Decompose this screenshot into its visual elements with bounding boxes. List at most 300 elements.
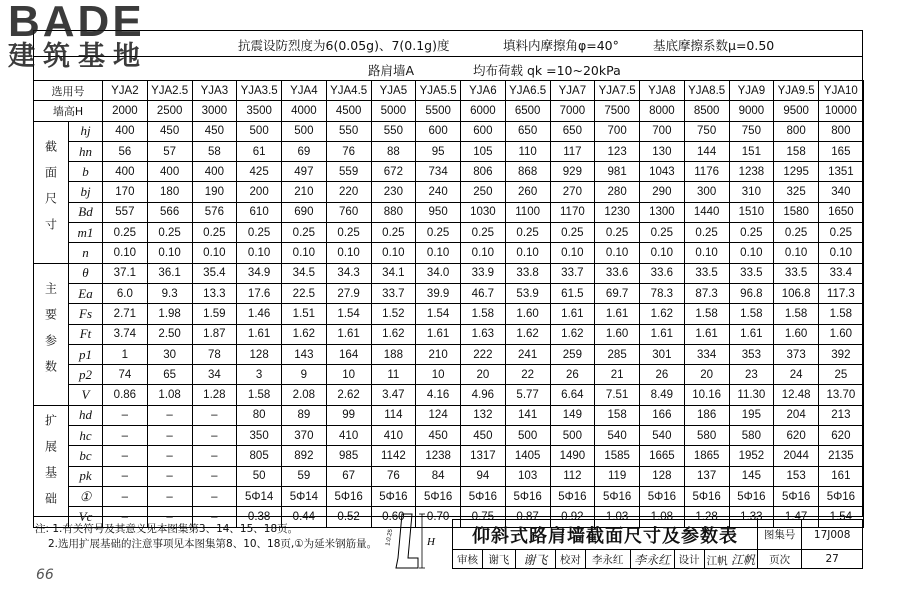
param-symbol: Bd (69, 202, 103, 222)
value-cell: 0.10 (640, 243, 685, 263)
param-symbol: hj (69, 121, 103, 141)
value-cell: 370 (282, 426, 327, 446)
model-cell: YJA6 (461, 81, 506, 101)
value-cell: 200 (237, 182, 282, 202)
value-cell: 580 (729, 426, 774, 446)
height-cell: 2000 (103, 101, 148, 121)
value-cell: 158 (595, 405, 640, 425)
value-cell: 1.87 (192, 324, 237, 344)
value-cell: 259 (550, 344, 595, 364)
watermark-latin: BADE (8, 0, 145, 46)
value-cell: 153 (774, 466, 819, 486)
value-cell: 188 (371, 344, 416, 364)
value-cell: 78 (192, 344, 237, 364)
value-cell: 5Φ16 (416, 486, 461, 506)
height-cell: 2500 (147, 101, 192, 121)
value-cell: 1238 (729, 162, 774, 182)
value-cell: 1.54 (819, 507, 864, 527)
value-cell: 400 (147, 162, 192, 182)
value-cell: 0.10 (192, 243, 237, 263)
table-row (34, 324, 864, 344)
value-cell: 620 (774, 426, 819, 446)
value-cell: 1.62 (371, 324, 416, 344)
param-symbol: hn (69, 141, 103, 161)
value-cell: 0.25 (326, 223, 371, 243)
param-symbol: V (69, 385, 103, 405)
height-cell: 7500 (595, 101, 640, 121)
value-cell: 1.60 (774, 324, 819, 344)
param-symbol: ① (69, 486, 103, 506)
value-cell: 1.03 (595, 507, 640, 527)
value-cell: 20 (684, 365, 729, 385)
value-cell: 34.5 (282, 263, 327, 283)
value-cell: 33.7 (371, 283, 416, 303)
param-symbol: Ft (69, 324, 103, 344)
value-cell: 166 (640, 405, 685, 425)
value-cell: 94 (461, 466, 506, 486)
value-cell: 500 (505, 426, 550, 446)
table-row (34, 121, 864, 141)
value-cell: 1.62 (282, 324, 327, 344)
value-cell: 1.28 (192, 385, 237, 405)
value-cell: 5Φ16 (326, 486, 371, 506)
value-cell: 240 (416, 182, 461, 202)
note-2: 2.选用扩展基础的注意事项见本图集第8、10、18页,①为延米钢筋量。 (48, 538, 378, 550)
value-cell: 0.25 (237, 223, 282, 243)
param-symbol: p1 (69, 344, 103, 364)
value-cell: 672 (371, 162, 416, 182)
value-cell: 34.0 (416, 263, 461, 283)
value-cell: 340 (819, 182, 864, 202)
value-cell: 33.9 (461, 263, 506, 283)
table-row (34, 182, 864, 202)
table-row (34, 283, 864, 303)
value-cell: 69 (282, 141, 327, 161)
value-cell: 2135 (819, 446, 864, 466)
value-cell: 161 (819, 466, 864, 486)
value-cell: 13.70 (819, 385, 864, 405)
value-cell: 80 (237, 405, 282, 425)
value-cell: 1.61 (550, 304, 595, 324)
value-cell: 550 (371, 121, 416, 141)
value-cell: 892 (282, 446, 327, 466)
value-cell: 0.10 (326, 243, 371, 263)
value-cell: 1.58 (684, 304, 729, 324)
value-cell: – (192, 405, 237, 425)
value-cell: 87.3 (684, 283, 729, 303)
value-cell: 34.9 (237, 263, 282, 283)
table-row (34, 344, 864, 364)
value-cell: 450 (416, 426, 461, 446)
value-cell: 800 (774, 121, 819, 141)
value-cell: 600 (416, 121, 461, 141)
value-cell: 0.10 (147, 243, 192, 263)
value-cell: 112 (550, 466, 595, 486)
value-cell: 56 (103, 141, 148, 161)
model-cell: YJA9 (729, 81, 774, 101)
value-cell: 1440 (684, 202, 729, 222)
value-cell: 1.54 (416, 304, 461, 324)
model-cell: YJA10 (819, 81, 864, 101)
value-cell: 5Φ16 (550, 486, 595, 506)
value-cell: 33.5 (684, 263, 729, 283)
value-cell: 69.7 (595, 283, 640, 303)
value-cell: 805 (237, 446, 282, 466)
value-cell: 1030 (461, 202, 506, 222)
value-cell: 5Φ16 (684, 486, 729, 506)
value-cell: 106.8 (774, 283, 819, 303)
param-symbol: hc (69, 426, 103, 446)
value-cell: 36.1 (147, 263, 192, 283)
param-symbol: pk (69, 466, 103, 486)
value-cell: – (147, 466, 192, 486)
value-cell: 37.1 (103, 263, 148, 283)
value-cell: 350 (237, 426, 282, 446)
value-cell: 151 (729, 141, 774, 161)
value-cell: 119 (595, 466, 640, 486)
table-row (34, 365, 864, 385)
value-cell: 0.10 (282, 243, 327, 263)
value-cell: 65 (147, 365, 192, 385)
value-cell: 1.28 (684, 507, 729, 527)
page-number: 27 (802, 550, 863, 569)
title-block (452, 519, 863, 569)
sketch-slope-label: 1:0.25 (385, 528, 395, 547)
value-cell: 21 (595, 365, 640, 385)
value-cell: 0.10 (550, 243, 595, 263)
value-cell: 141 (505, 405, 550, 425)
checker-name: 李永红 (585, 550, 630, 569)
value-cell: 6.64 (550, 385, 595, 405)
value-cell: 1.61 (237, 324, 282, 344)
value-cell: 1.61 (640, 324, 685, 344)
value-cell: – (192, 486, 237, 506)
value-cell: 559 (326, 162, 371, 182)
value-cell: 750 (729, 121, 774, 141)
value-cell: 0.25 (371, 223, 416, 243)
page-label: 页次 (757, 550, 801, 569)
model-cell: YJA4 (282, 81, 327, 101)
value-cell: 0.25 (640, 223, 685, 243)
value-cell: 0.44 (282, 507, 327, 527)
value-cell: 700 (640, 121, 685, 141)
value-cell: 557 (103, 202, 148, 222)
note-1: 注: 1.有关符号及其意义见本图集第3、14、15、18页。 (35, 523, 299, 535)
value-cell: 213 (819, 405, 864, 425)
designer-signature: 江帆 (730, 552, 755, 567)
value-cell: 57 (147, 141, 192, 161)
value-cell: 4.16 (416, 385, 461, 405)
value-cell: 241 (505, 344, 550, 364)
seismic-condition: 抗震设防烈度为6(0.05g)、7(0.1g)度 (238, 38, 450, 53)
value-cell: 10 (326, 365, 371, 385)
height-cell: 8000 (640, 101, 685, 121)
height-cell: 4000 (282, 101, 327, 121)
value-cell: – (147, 446, 192, 466)
value-cell: 33.5 (774, 263, 819, 283)
value-cell: – (103, 446, 148, 466)
value-cell: 26 (640, 365, 685, 385)
value-cell: 35.4 (192, 263, 237, 283)
value-cell: 210 (416, 344, 461, 364)
value-cell: 2.08 (282, 385, 327, 405)
value-cell: 26 (550, 365, 595, 385)
value-cell: 76 (326, 141, 371, 161)
load-condition: 均布荷载 qk =10~20kPa (473, 63, 621, 78)
param-symbol: hd (69, 405, 103, 425)
value-cell: 392 (819, 344, 864, 364)
value-cell: 580 (684, 426, 729, 446)
value-cell: 2044 (774, 446, 819, 466)
param-symbol: Fs (69, 304, 103, 324)
value-cell: 164 (326, 344, 371, 364)
value-cell: 0.25 (282, 223, 327, 243)
value-cell: 0.10 (103, 243, 148, 263)
value-cell: 280 (595, 182, 640, 202)
value-cell: 137 (684, 466, 729, 486)
value-cell: 734 (416, 162, 461, 182)
value-cell: 650 (505, 121, 550, 141)
value-cell: 27.9 (326, 283, 371, 303)
table-row (34, 466, 864, 486)
value-cell: 760 (326, 202, 371, 222)
value-cell: 114 (371, 405, 416, 425)
value-cell: 610 (237, 202, 282, 222)
notes (35, 522, 377, 552)
value-cell: 0.10 (729, 243, 774, 263)
value-cell: 1.47 (774, 507, 819, 527)
value-cell: – (147, 405, 192, 425)
value-cell: 1490 (550, 446, 595, 466)
value-cell: 450 (461, 426, 506, 446)
value-cell: 1585 (595, 446, 640, 466)
value-cell: 497 (282, 162, 327, 182)
value-cell: 0.60 (371, 507, 416, 527)
value-cell: 210 (282, 182, 327, 202)
value-cell: 1 (103, 344, 148, 364)
value-cell: 981 (595, 162, 640, 182)
height-cell: 4500 (326, 101, 371, 121)
base-friction-condition: 基底摩擦系数μ=0.50 (653, 38, 775, 53)
value-cell: 1300 (640, 202, 685, 222)
value-cell: 3 (237, 365, 282, 385)
value-cell: – (103, 426, 148, 446)
value-cell: – (103, 405, 148, 425)
atlas-label: 图集号 (757, 520, 801, 550)
value-cell: 34 (192, 365, 237, 385)
value-cell: 1.98 (147, 304, 192, 324)
group-label: 主要参数 (34, 263, 69, 405)
value-cell: 12.48 (774, 385, 819, 405)
checker-signature: 李永红 (630, 550, 674, 569)
model-cell: YJA3 (192, 81, 237, 101)
value-cell: 103 (505, 466, 550, 486)
group-label: 截面尺寸 (34, 121, 69, 263)
value-cell: 540 (595, 426, 640, 446)
value-cell: 230 (371, 182, 416, 202)
value-cell: 5Φ16 (729, 486, 774, 506)
value-cell: 1230 (595, 202, 640, 222)
value-cell: 33.5 (729, 263, 774, 283)
fill-friction-condition: 填料内摩擦角φ=40° (503, 38, 619, 53)
value-cell: 33.4 (819, 263, 864, 283)
value-cell: 105 (461, 141, 506, 161)
value-cell: 5Φ14 (282, 486, 327, 506)
value-cell: 33.6 (640, 263, 685, 283)
value-cell: 0.25 (147, 223, 192, 243)
model-cell: YJA9.5 (774, 81, 819, 101)
value-cell: 1.58 (729, 304, 774, 324)
value-cell: 58 (192, 141, 237, 161)
table-row (34, 304, 864, 324)
value-cell: 7.51 (595, 385, 640, 405)
value-cell: 53.9 (505, 283, 550, 303)
value-cell: 0.10 (774, 243, 819, 263)
value-cell: 8.49 (640, 385, 685, 405)
value-cell: 650 (550, 121, 595, 141)
value-cell: 1.62 (550, 324, 595, 344)
height-cell: 8500 (684, 101, 729, 121)
value-cell: 10 (416, 365, 461, 385)
value-cell: 0.10 (505, 243, 550, 263)
value-cell: 1.51 (282, 304, 327, 324)
value-cell: 1580 (774, 202, 819, 222)
value-cell: 1.08 (147, 385, 192, 405)
value-cell: 0.25 (550, 223, 595, 243)
height-cell: 7000 (550, 101, 595, 121)
value-cell: 88 (371, 141, 416, 161)
value-cell: 117.3 (819, 283, 864, 303)
value-cell: 950 (416, 202, 461, 222)
value-cell: 117 (550, 141, 595, 161)
value-cell: 1142 (371, 446, 416, 466)
model-cell: YJA7.5 (595, 81, 640, 101)
value-cell: 132 (461, 405, 506, 425)
wall-section-sketch (378, 512, 450, 572)
value-cell: 1865 (684, 446, 729, 466)
value-cell: 2.50 (147, 324, 192, 344)
value-cell: 4.96 (461, 385, 506, 405)
value-cell: 0.25 (684, 223, 729, 243)
value-cell: 5Φ16 (505, 486, 550, 506)
value-cell: 30 (147, 344, 192, 364)
value-cell: 3.47 (371, 385, 416, 405)
parameter-table (33, 80, 864, 528)
value-cell: 1650 (819, 202, 864, 222)
value-cell: 0.10 (416, 243, 461, 263)
value-cell: 500 (237, 121, 282, 141)
table-row (34, 486, 864, 506)
value-cell: 1.61 (595, 304, 640, 324)
value-cell: 1.61 (416, 324, 461, 344)
value-cell: 144 (684, 141, 729, 161)
value-cell: 0.10 (237, 243, 282, 263)
drawing-title: 仰斜式路肩墙截面尺寸及参数表 (453, 520, 758, 550)
value-cell: 5Φ16 (371, 486, 416, 506)
value-cell: 149 (550, 405, 595, 425)
value-cell: 9 (282, 365, 327, 385)
value-cell: 23 (729, 365, 774, 385)
value-cell: 220 (326, 182, 371, 202)
param-symbol: Ea (69, 283, 103, 303)
value-cell: 33.6 (595, 263, 640, 283)
value-cell: 143 (282, 344, 327, 364)
value-cell: 158 (774, 141, 819, 161)
value-cell: 880 (371, 202, 416, 222)
value-cell: 0.10 (819, 243, 864, 263)
value-cell: 285 (595, 344, 640, 364)
value-cell: 5.77 (505, 385, 550, 405)
value-cell: 0.87 (505, 507, 550, 527)
value-cell: 11.30 (729, 385, 774, 405)
param-symbol: p2 (69, 365, 103, 385)
value-cell: 800 (819, 121, 864, 141)
value-cell: 325 (774, 182, 819, 202)
model-cell: YJA3.5 (237, 81, 282, 101)
value-cell: 400 (103, 121, 148, 141)
value-cell: 1.60 (819, 324, 864, 344)
value-cell: 1295 (774, 162, 819, 182)
value-cell: 1176 (684, 162, 729, 182)
value-cell: 59 (282, 466, 327, 486)
value-cell: – (147, 507, 192, 527)
table-row (34, 81, 864, 101)
value-cell: 1.61 (729, 324, 774, 344)
value-cell: 270 (550, 182, 595, 202)
value-cell: 1170 (550, 202, 595, 222)
table-row (34, 426, 864, 446)
atlas-number: 17J008 (802, 520, 863, 550)
value-cell: 195 (729, 405, 774, 425)
height-cell: 10000 (819, 101, 864, 121)
reviewer-name: 谢飞 (482, 550, 515, 569)
param-symbol: bj (69, 182, 103, 202)
height-cell: 6000 (461, 101, 506, 121)
model-cell: YJA5.5 (416, 81, 461, 101)
value-cell: 9.3 (147, 283, 192, 303)
value-cell: 96.8 (729, 283, 774, 303)
value-cell: 17.6 (237, 283, 282, 303)
value-cell: – (192, 426, 237, 446)
height-cell: 9500 (774, 101, 819, 121)
table-row (34, 202, 864, 222)
value-cell: 0.10 (461, 243, 506, 263)
value-cell: 1.58 (237, 385, 282, 405)
value-cell: 0.75 (461, 507, 506, 527)
height-cell: 9000 (729, 101, 774, 121)
value-cell: 1.60 (505, 304, 550, 324)
value-cell: 5Φ16 (819, 486, 864, 506)
value-cell: 450 (192, 121, 237, 141)
value-cell: 1.62 (640, 304, 685, 324)
value-cell: 1952 (729, 446, 774, 466)
value-cell: 1.58 (774, 304, 819, 324)
value-cell: 1.46 (237, 304, 282, 324)
value-cell: 204 (774, 405, 819, 425)
value-cell: 33.8 (505, 263, 550, 283)
value-cell: 89 (282, 405, 327, 425)
value-cell: 33.7 (550, 263, 595, 283)
value-cell: 450 (147, 121, 192, 141)
value-cell: 124 (416, 405, 461, 425)
value-cell: 11 (371, 365, 416, 385)
value-cell: 566 (147, 202, 192, 222)
model-cell: YJA2.5 (147, 81, 192, 101)
value-cell: 5Φ14 (237, 486, 282, 506)
designer-name-text: 江帆 (706, 554, 728, 567)
height-cell: 5500 (416, 101, 461, 121)
value-cell: 806 (461, 162, 506, 182)
